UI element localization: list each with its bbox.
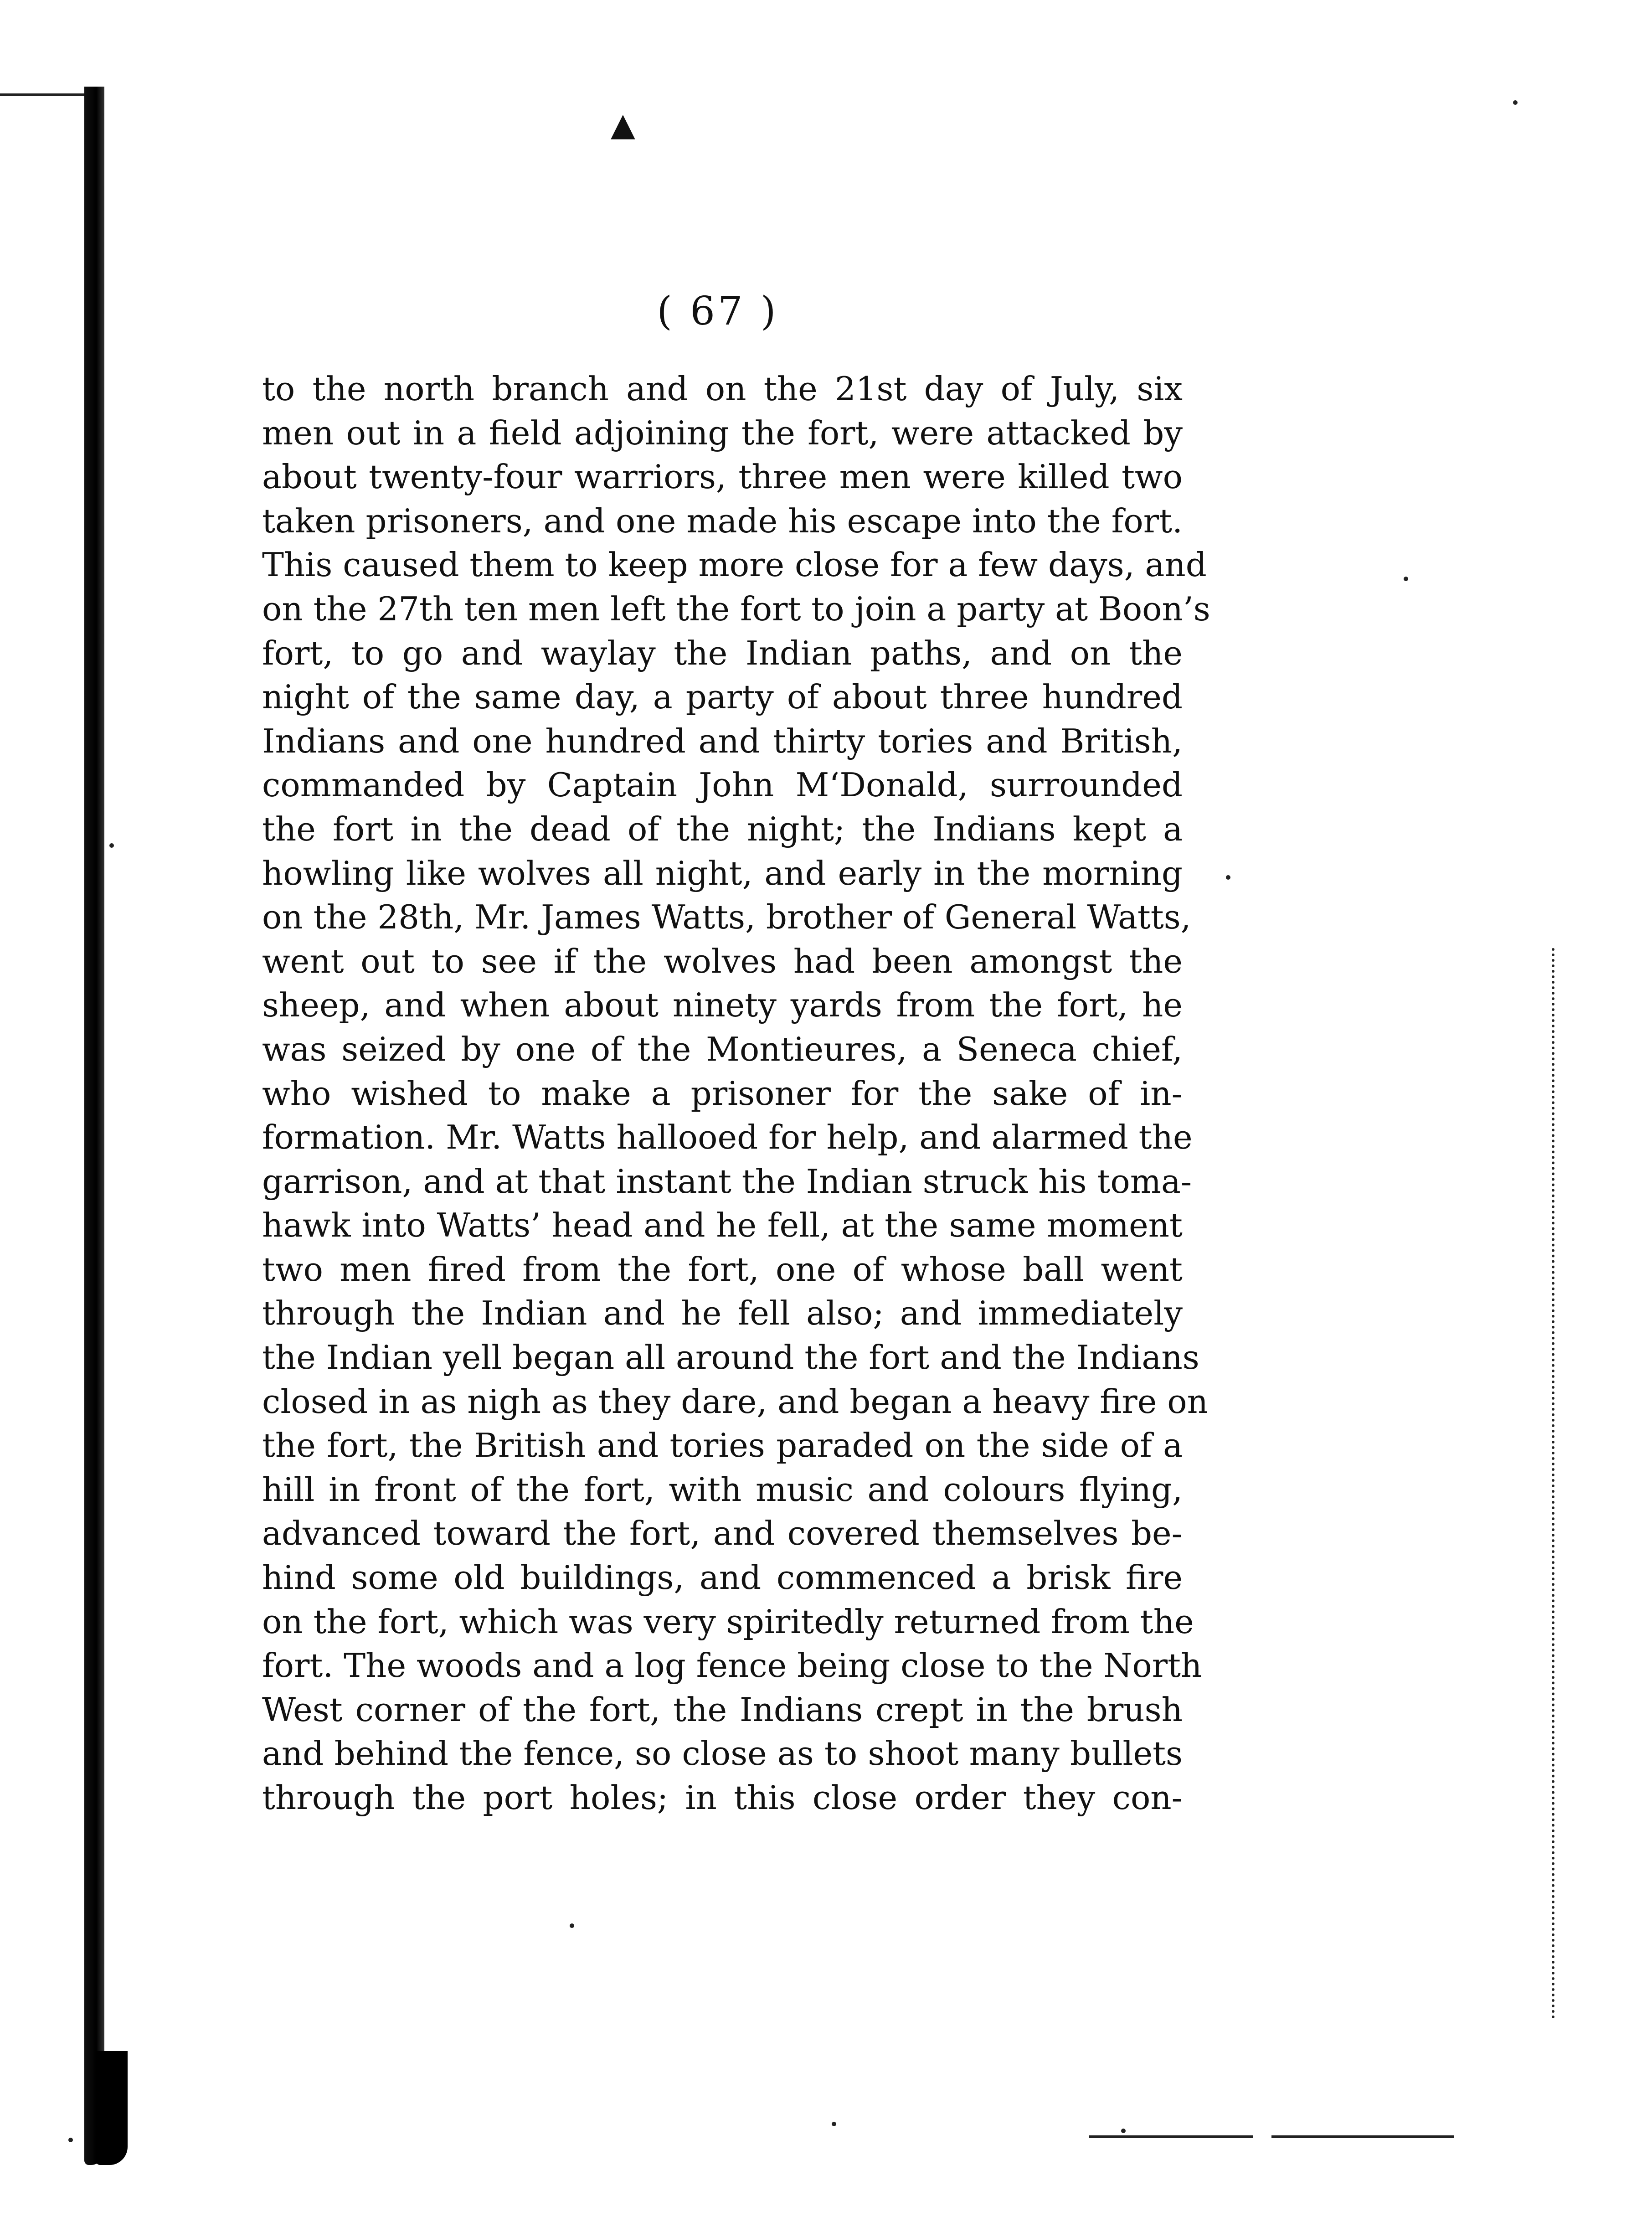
text-line: on the fort, which was very spiritedly returned from the [262,1602,1194,1641]
scan-bottom-rule [1089,2135,1253,2138]
scan-bottom-rule [1271,2135,1454,2138]
text-line: closed in as nigh as they dare, and began a heavy fire on [262,1382,1208,1421]
text-line: men out in a field adjoining the fort, were attacked by [262,413,1183,452]
text-line: two men fired from the fort, one of whose ball went [262,1250,1183,1289]
scan-speck [832,2122,836,2126]
scan-speck [570,1923,574,1928]
scan-speck [1226,875,1230,880]
text-line: the fort, the British and tories paraded on the side of a [262,1426,1183,1465]
text-line: on the 28th, Mr. James Watts, brother of General Watts, [262,898,1191,937]
text-line: hawk into Watts’ head and he fell, at the same moment [262,1206,1183,1245]
binding-shadow-tail [96,2051,128,2165]
text-line: went out to see if the wolves had been amongst the [262,942,1183,980]
text-line: West corner of the fort, the Indians crept in the brush [262,1690,1183,1729]
scan-speck [109,843,114,848]
text-line: through the Indian and he fell also; and immediately [262,1294,1183,1333]
text-line: commanded by Captain John M‘Donald, surrounded [262,766,1183,804]
text-line: garrison, and at that instant the Indian struck his toma- [262,1162,1192,1201]
text-line: advanced toward the fort, and covered themselves be- [262,1514,1183,1553]
text-line: night of the same day, a party of about three hundred [262,678,1183,717]
text-line: fort, to go and waylay the Indian paths, and on the [262,634,1183,672]
text-line: hind some old buildings, and commenced a brisk fire [262,1558,1183,1597]
text-line: Indians and one hundred and thirty tories and British, [262,722,1183,760]
text-line: fort. The woods and a log fence being close to the North [262,1646,1202,1685]
text-line: who wished to make a prisoner for the sake of in- [262,1074,1183,1113]
body-text [262,367,1210,1820]
scan-edge-marks [1552,948,1558,2019]
text-line: This caused them to keep more close for a few days, and [262,546,1207,584]
text-line: on the 27th ten men left the fort to join a party at Boon’s [262,589,1210,628]
binding-shadow [84,87,104,2165]
scan-speck [1404,577,1408,581]
text-line: through the port holes; in this close order they con- [262,1779,1183,1817]
printer-mark: ▲ [611,105,635,143]
page-number: ( 67 ) [657,289,779,334]
text-line: taken prisoners, and one made his escape into the fort. [262,501,1183,540]
text-line: sheep, and when about ninety yards from the fort, he [262,986,1183,1025]
text-line: was seized by one of the Montieures, a Seneca chief, [262,1030,1183,1068]
text-line: the fort in the dead of the night; the Indians kept a [262,809,1183,848]
scan-speck [1513,100,1518,105]
text-line: and behind the fence, so close as to shoot many bullets [262,1734,1183,1773]
scan-edge-rule [0,93,91,96]
text-line: to the north branch and on the 21st day of July, six [262,370,1183,408]
text-line: about twenty-four warriors, three men were killed two [262,458,1183,496]
text-line: the Indian yell began all around the fort and the Indians [262,1338,1199,1377]
text-line: howling like wolves all night, and early in the morning [262,854,1183,892]
scan-speck [68,2138,73,2142]
scan-speck [1121,2129,1126,2133]
text-line: formation. Mr. Watts hallooed for help, and alarmed the [262,1118,1193,1157]
text-line: hill in front of the fort, with music and colours flying, [262,1470,1183,1509]
